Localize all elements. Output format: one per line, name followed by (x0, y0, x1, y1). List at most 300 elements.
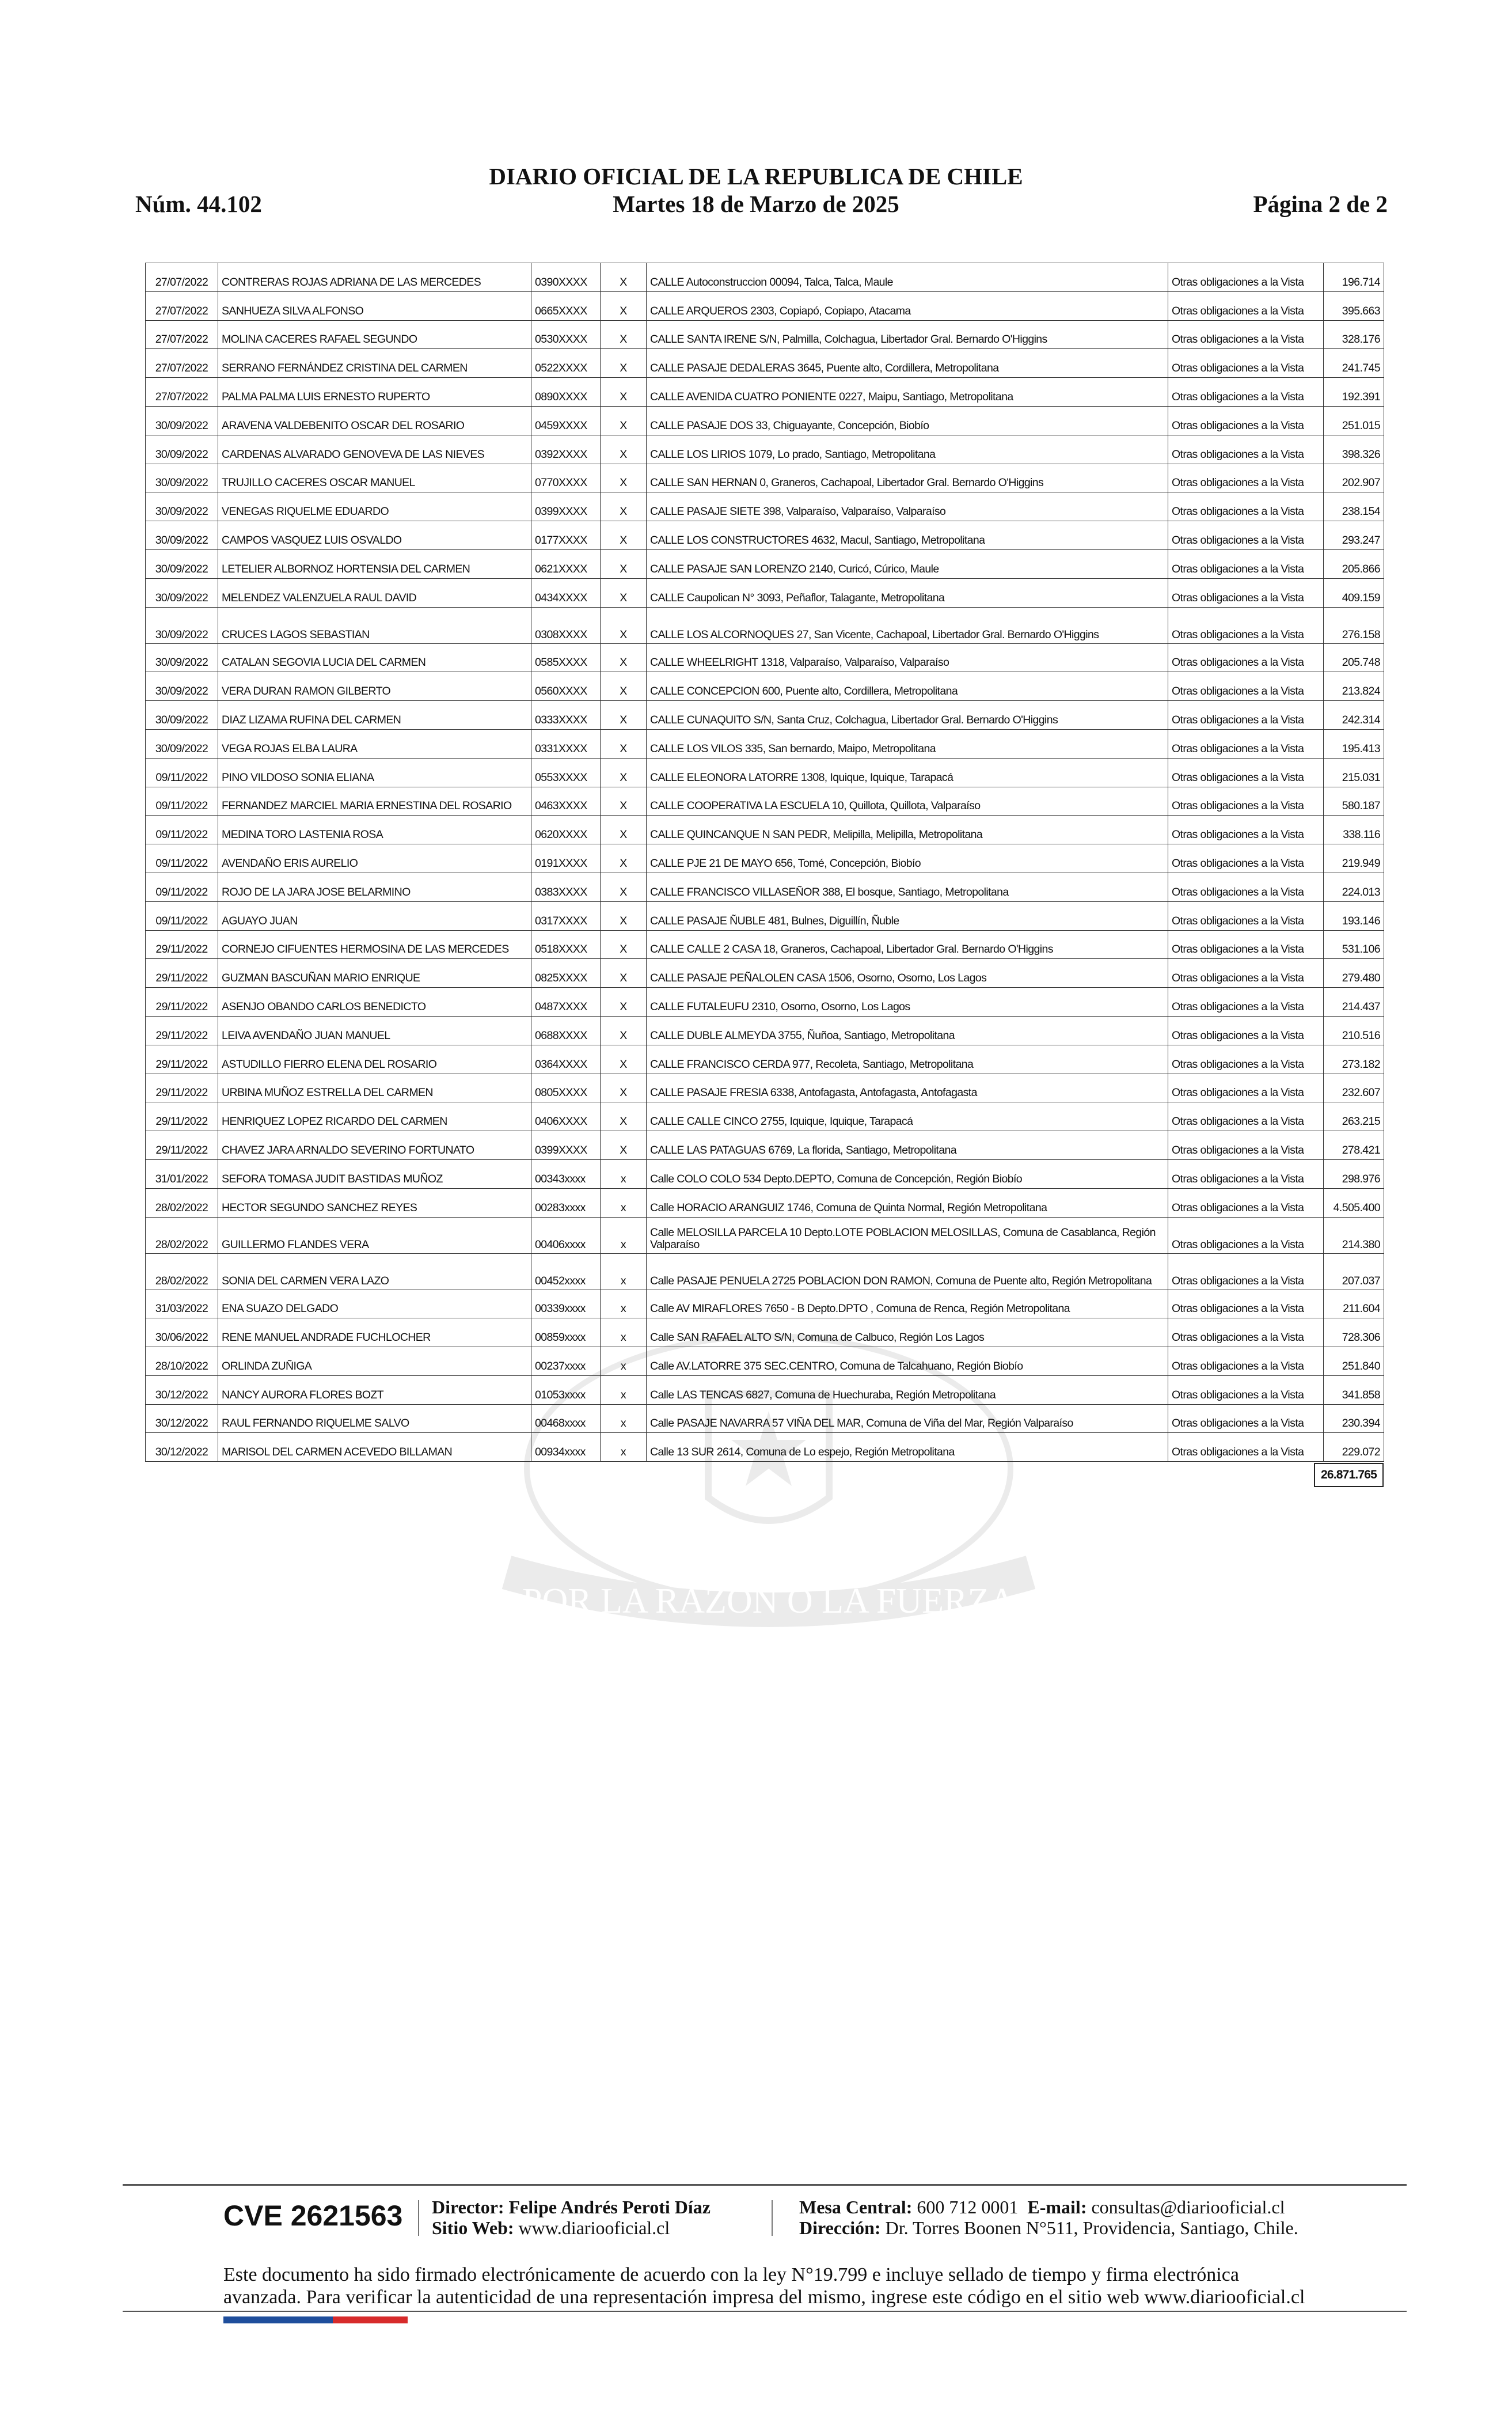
row-name: CATALAN SEGOVIA LUCIA DEL CARMEN (218, 643, 531, 672)
row-amount: 251.015 (1324, 406, 1384, 435)
row-id: 0331XXXX (531, 729, 601, 758)
row-name: CONTRERAS ROJAS ADRIANA DE LAS MERCEDES (218, 263, 531, 292)
row-amount: 192.391 (1324, 378, 1384, 407)
row-date: 29/11/2022 (146, 1102, 218, 1131)
row-address: CALLE CALLE CINCO 2755, Iquique, Iquique, Tarapacá (647, 1102, 1168, 1131)
row-type: Otras obligaciones a la Vista (1168, 1290, 1324, 1318)
row-name: GUILLERMO FLANDES VERA (218, 1217, 531, 1253)
row-id: 00339xxxx (531, 1290, 601, 1318)
contact-block (799, 2197, 1298, 2238)
row-amount: 196.714 (1324, 263, 1384, 292)
row-date: 09/11/2022 (146, 844, 218, 873)
flag-stripe-blue (223, 2316, 333, 2323)
row-amount: 251.840 (1324, 1347, 1384, 1376)
table-row (146, 1217, 1384, 1253)
row-type: Otras obligaciones a la Vista (1168, 549, 1324, 578)
row-type: Otras obligaciones a la Vista (1168, 988, 1324, 1017)
table-row (146, 521, 1384, 550)
row-name: ASTUDILLO FIERRO ELENA DEL ROSARIO (218, 1045, 531, 1074)
row-date: 27/07/2022 (146, 320, 218, 349)
row-amount: 409.159 (1324, 578, 1384, 607)
row-id: 0553XXXX (531, 758, 601, 787)
row-id: 0317XXXX (531, 901, 601, 930)
row-name: CARDENAS ALVARADO GENOVEVA DE LAS NIEVES (218, 435, 531, 464)
director-label: Director: (432, 2197, 504, 2217)
row-amount: 219.949 (1324, 844, 1384, 873)
row-amount: 395.663 (1324, 291, 1384, 320)
row-address: CALLE LOS ALCORNOQUES 27, San Vicente, Cachapoal, Libertador Gral. Bernardo O'Higgins (647, 607, 1168, 643)
row-date: 29/11/2022 (146, 930, 218, 959)
row-type: Otras obligaciones a la Vista (1168, 263, 1324, 292)
row-address: CALLE LOS VILOS 335, San bernardo, Maipo, Metropolitana (647, 729, 1168, 758)
table-row (146, 320, 1384, 349)
table-row (146, 1102, 1384, 1131)
flag-stripe-red (333, 2316, 408, 2323)
row-id: 00406xxxx (531, 1217, 601, 1253)
row-id: 0333XXXX (531, 701, 601, 730)
row-amount: 341.858 (1324, 1375, 1384, 1404)
table-row (146, 816, 1384, 844)
row-mark: x (601, 1188, 647, 1217)
row-type: Otras obligaciones a la Vista (1168, 1433, 1324, 1462)
table-row (146, 435, 1384, 464)
row-amount: 273.182 (1324, 1045, 1384, 1074)
row-date: 30/09/2022 (146, 701, 218, 730)
row-name: HECTOR SEGUNDO SANCHEZ REYES (218, 1188, 531, 1217)
row-name: ENA SUAZO DELGADO (218, 1290, 531, 1318)
row-address: CALLE QUINCANQUE N SAN PEDR, Melipilla, Melipilla, Metropolitana (647, 816, 1168, 844)
row-date: 09/11/2022 (146, 787, 218, 816)
row-type: Otras obligaciones a la Vista (1168, 930, 1324, 959)
row-type: Otras obligaciones a la Vista (1168, 464, 1324, 492)
row-mark: X (601, 959, 647, 988)
row-date: 30/09/2022 (146, 607, 218, 643)
email-label: E-mail: (1027, 2197, 1087, 2217)
row-date: 30/09/2022 (146, 549, 218, 578)
row-name: SANHUEZA SILVA ALFONSO (218, 291, 531, 320)
row-date: 28/02/2022 (146, 1188, 218, 1217)
row-mark: X (601, 930, 647, 959)
table-row (146, 378, 1384, 407)
row-id: 0459XXXX (531, 406, 601, 435)
row-amount: 215.031 (1324, 758, 1384, 787)
row-amount: 210.516 (1324, 1016, 1384, 1045)
row-amount: 213.824 (1324, 672, 1384, 701)
row-id: 0463XXXX (531, 787, 601, 816)
row-id: 00859xxxx (531, 1318, 601, 1347)
page-header (0, 0, 1512, 230)
row-name: CORNEJO CIFUENTES HERMOSINA DE LAS MERCEDES (218, 930, 531, 959)
table-row (146, 464, 1384, 492)
row-id: 00452xxxx (531, 1253, 601, 1290)
row-type: Otras obligaciones a la Vista (1168, 873, 1324, 901)
table-row (146, 1074, 1384, 1102)
row-name: CHAVEZ JARA ARNALDO SEVERINO FORTUNATO (218, 1131, 531, 1160)
row-mark: X (601, 263, 647, 292)
row-address: CALLE FRANCISCO CERDA 977, Recoleta, Santiago, Metropolitana (647, 1045, 1168, 1074)
table-row (146, 1318, 1384, 1347)
row-id: 00468xxxx (531, 1404, 601, 1433)
row-date: 27/07/2022 (146, 378, 218, 407)
row-date: 29/11/2022 (146, 988, 218, 1017)
row-mark: X (601, 1074, 647, 1102)
row-name: AVENDAÑO ERIS AURELIO (218, 844, 531, 873)
row-address: CALLE CALLE 2 CASA 18, Graneros, Cachapoal, Libertador Gral. Bernardo O'Higgins (647, 930, 1168, 959)
row-id: 0406XXXX (531, 1102, 601, 1131)
row-name: SONIA DEL CARMEN VERA LAZO (218, 1253, 531, 1290)
row-amount: 328.176 (1324, 320, 1384, 349)
row-amount: 398.326 (1324, 435, 1384, 464)
row-name: VEGA ROJAS ELBA LAURA (218, 729, 531, 758)
row-mark: x (601, 1253, 647, 1290)
row-date: 09/11/2022 (146, 901, 218, 930)
row-name: PINO VILDOSO SONIA ELIANA (218, 758, 531, 787)
table-row (146, 787, 1384, 816)
row-id: 0399XXXX (531, 492, 601, 521)
row-type: Otras obligaciones a la Vista (1168, 1375, 1324, 1404)
row-type: Otras obligaciones a la Vista (1168, 492, 1324, 521)
table-row (146, 701, 1384, 730)
row-type: Otras obligaciones a la Vista (1168, 1074, 1324, 1102)
row-mark: X (601, 549, 647, 578)
row-id: 0392XXXX (531, 435, 601, 464)
row-name: RENE MANUEL ANDRADE FUCHLOCHER (218, 1318, 531, 1347)
row-name: VENEGAS RIQUELME EDUARDO (218, 492, 531, 521)
row-amount: 276.158 (1324, 607, 1384, 643)
table-row (146, 643, 1384, 672)
row-mark: x (601, 1433, 647, 1462)
row-name: ARAVENA VALDEBENITO OSCAR DEL ROSARIO (218, 406, 531, 435)
row-name: MELENDEZ VALENZUELA RAUL DAVID (218, 578, 531, 607)
row-id: 0560XXXX (531, 672, 601, 701)
row-date: 29/11/2022 (146, 959, 218, 988)
table-row (146, 1188, 1384, 1217)
row-amount: 224.013 (1324, 873, 1384, 901)
row-amount: 238.154 (1324, 492, 1384, 521)
row-mark: x (601, 1347, 647, 1376)
row-date: 31/03/2022 (146, 1290, 218, 1318)
row-name: HENRIQUEZ LOPEZ RICARDO DEL CARMEN (218, 1102, 531, 1131)
row-address: CALLE WHEELRIGHT 1318, Valparaíso, Valparaíso, Valparaíso (647, 643, 1168, 672)
row-type: Otras obligaciones a la Vista (1168, 406, 1324, 435)
row-amount: 229.072 (1324, 1433, 1384, 1462)
row-address: Calle PASAJE PENUELA 2725 POBLACION DON RAMON, Comuna de Puente alto, Región Metropolitana (647, 1253, 1168, 1290)
row-amount: 195.413 (1324, 729, 1384, 758)
row-address: Calle HORACIO ARANGUIZ 1746, Comuna de Quinta Normal, Región Metropolitana (647, 1188, 1168, 1217)
row-type: Otras obligaciones a la Vista (1168, 607, 1324, 643)
publication-date: Martes 18 de Marzo de 2025 (613, 191, 899, 217)
row-date: 09/11/2022 (146, 873, 218, 901)
row-type: Otras obligaciones a la Vista (1168, 1102, 1324, 1131)
row-mark: X (601, 291, 647, 320)
row-type: Otras obligaciones a la Vista (1168, 844, 1324, 873)
row-name: CAMPOS VASQUEZ LUIS OSVALDO (218, 521, 531, 550)
row-date: 09/11/2022 (146, 758, 218, 787)
director-name: Felipe Andrés Peroti Díaz (508, 2197, 711, 2217)
row-mark: X (601, 873, 647, 901)
row-amount: 207.037 (1324, 1253, 1384, 1290)
row-amount: 4.505.400 (1324, 1188, 1384, 1217)
row-id: 0805XXXX (531, 1074, 601, 1102)
row-amount: 205.748 (1324, 643, 1384, 672)
row-name: CRUCES LAGOS SEBASTIAN (218, 607, 531, 643)
row-address: CALLE FRANCISCO VILLASEÑOR 388, El bosque, Santiago, Metropolitana (647, 873, 1168, 901)
row-name: FERNANDEZ MARCIEL MARIA ERNESTINA DEL ROSARIO (218, 787, 531, 816)
row-name: DIAZ LIZAMA RUFINA DEL CARMEN (218, 701, 531, 730)
table-row (146, 930, 1384, 959)
row-id: 0308XXXX (531, 607, 601, 643)
row-id: 0177XXXX (531, 521, 601, 550)
row-name: ROJO DE LA JARA JOSE BELARMINO (218, 873, 531, 901)
row-address: CALLE ELEONORA LATORRE 1308, Iquique, Iquique, Tarapacá (647, 758, 1168, 787)
row-id: 0487XXXX (531, 988, 601, 1017)
row-name: AGUAYO JUAN (218, 901, 531, 930)
row-id: 0390XXXX (531, 263, 601, 292)
row-address: Calle SAN RAFAEL ALTO S/N, Comuna de Calbuco, Región Los Lagos (647, 1318, 1168, 1347)
row-id: 00934xxxx (531, 1433, 601, 1462)
row-address: CALLE PASAJE SAN LORENZO 2140, Curicó, Cúrico, Maule (647, 549, 1168, 578)
row-amount: 580.187 (1324, 787, 1384, 816)
row-address: Calle COLO COLO 534 Depto.DEPTO, Comuna de Concepción, Región Biobío (647, 1159, 1168, 1188)
row-mark: X (601, 578, 647, 607)
row-id: 0434XXXX (531, 578, 601, 607)
row-mark: X (601, 988, 647, 1017)
row-date: 30/09/2022 (146, 492, 218, 521)
row-amount: 728.306 (1324, 1318, 1384, 1347)
row-name: PALMA PALMA LUIS ERNESTO RUPERTO (218, 378, 531, 407)
row-type: Otras obligaciones a la Vista (1168, 1253, 1324, 1290)
row-date: 30/09/2022 (146, 406, 218, 435)
row-type: Otras obligaciones a la Vista (1168, 578, 1324, 607)
row-mark: x (601, 1404, 647, 1433)
row-address: CALLE ARQUEROS 2303, Copiapó, Copiapo, Atacama (647, 291, 1168, 320)
row-address: CALLE PASAJE ÑUBLE 481, Bulnes, Diguillín, Ñuble (647, 901, 1168, 930)
address-label: Dirección: (799, 2217, 881, 2238)
row-type: Otras obligaciones a la Vista (1168, 816, 1324, 844)
row-address: Calle AV MIRAFLORES 7650 - B Depto.DPTO , Comuna de Renca, Región Metropolitana (647, 1290, 1168, 1318)
row-date: 30/09/2022 (146, 464, 218, 492)
row-amount: 232.607 (1324, 1074, 1384, 1102)
row-date: 27/07/2022 (146, 291, 218, 320)
row-mark: X (601, 1131, 647, 1160)
row-id: 0770XXXX (531, 464, 601, 492)
row-address: CALLE CUNAQUITO S/N, Santa Cruz, Colchagua, Libertador Gral. Bernardo O'Higgins (647, 701, 1168, 730)
row-date: 29/11/2022 (146, 1074, 218, 1102)
row-date: 30/09/2022 (146, 729, 218, 758)
table-row (146, 1131, 1384, 1160)
row-name: GUZMAN BASCUÑAN MARIO ENRIQUE (218, 959, 531, 988)
row-mark: X (601, 464, 647, 492)
table-row (146, 672, 1384, 701)
row-amount: 211.604 (1324, 1290, 1384, 1318)
row-type: Otras obligaciones a la Vista (1168, 1404, 1324, 1433)
row-amount: 242.314 (1324, 701, 1384, 730)
row-date: 30/06/2022 (146, 1318, 218, 1347)
row-type: Otras obligaciones a la Vista (1168, 1045, 1324, 1074)
row-address: Calle 13 SUR 2614, Comuna de Lo espejo, Región Metropolitana (647, 1433, 1168, 1462)
mesa-label: Mesa Central: (799, 2197, 913, 2217)
row-amount: 531.106 (1324, 930, 1384, 959)
row-address: CALLE LOS LIRIOS 1079, Lo prado, Santiago, Metropolitana (647, 435, 1168, 464)
row-name: MEDINA TORO LASTENIA ROSA (218, 816, 531, 844)
row-name: SERRANO FERNÁNDEZ CRISTINA DEL CARMEN (218, 349, 531, 378)
deposits-table (145, 263, 1384, 1462)
row-amount: 298.976 (1324, 1159, 1384, 1188)
total-amount: 26.871.765 (1314, 1463, 1384, 1487)
row-type: Otras obligaciones a la Vista (1168, 291, 1324, 320)
table-row (146, 1375, 1384, 1404)
row-address: CALLE PASAJE DEDALERAS 3645, Puente alto, Cordillera, Metropolitana (647, 349, 1168, 378)
row-type: Otras obligaciones a la Vista (1168, 1188, 1324, 1217)
table-row (146, 1159, 1384, 1188)
row-date: 30/12/2022 (146, 1375, 218, 1404)
row-type: Otras obligaciones a la Vista (1168, 729, 1324, 758)
row-address: CALLE FUTALEUFU 2310, Osorno, Osorno, Los Lagos (647, 988, 1168, 1017)
row-mark: X (601, 607, 647, 643)
email-link[interactable]: consultas@diariooficial.cl (1091, 2197, 1285, 2217)
row-type: Otras obligaciones a la Vista (1168, 1318, 1324, 1347)
table-row (146, 844, 1384, 873)
mesa-phone: 600 712 0001 (917, 2197, 1019, 2217)
table-row (146, 349, 1384, 378)
row-mark: x (601, 1375, 647, 1404)
row-address: CALLE COOPERATIVA LA ESCUELA 10, Quillota, Quillota, Valparaíso (647, 787, 1168, 816)
table-row (146, 291, 1384, 320)
footer-top-rule (123, 2184, 1407, 2186)
table-row (146, 549, 1384, 578)
row-address: Calle LAS TENCAS 6827, Comuna de Huechuraba, Región Metropolitana (647, 1375, 1168, 1404)
row-address: CALLE CONCEPCION 600, Puente alto, Cordillera, Metropolitana (647, 672, 1168, 701)
row-type: Otras obligaciones a la Vista (1168, 349, 1324, 378)
row-id: 0890XXXX (531, 378, 601, 407)
row-mark: X (601, 406, 647, 435)
row-mark: X (601, 844, 647, 873)
table-row (146, 1253, 1384, 1290)
row-date: 31/01/2022 (146, 1159, 218, 1188)
row-type: Otras obligaciones a la Vista (1168, 787, 1324, 816)
table-row (146, 758, 1384, 787)
row-name: LETELIER ALBORNOZ HORTENSIA DEL CARMEN (218, 549, 531, 578)
row-mark: x (601, 1159, 647, 1188)
row-id: 0825XXXX (531, 959, 601, 988)
row-date: 29/11/2022 (146, 1045, 218, 1074)
row-type: Otras obligaciones a la Vista (1168, 959, 1324, 988)
row-name: LEIVA AVENDAÑO JUAN MANUEL (218, 1016, 531, 1045)
issue-number: Núm. 44.102 (135, 191, 262, 217)
site-link[interactable]: www.diariooficial.cl (518, 2217, 670, 2238)
publication-title: DIARIO OFICIAL DE LA REPUBLICA DE CHILE (489, 163, 1023, 189)
table-row (146, 901, 1384, 930)
table-row (146, 729, 1384, 758)
row-mark: X (601, 492, 647, 521)
row-name: MOLINA CACERES RAFAEL SEGUNDO (218, 320, 531, 349)
row-address: CALLE Caupolican N° 3093, Peñaflor, Talagante, Metropolitana (647, 578, 1168, 607)
row-amount: 338.116 (1324, 816, 1384, 844)
row-date: 28/10/2022 (146, 1347, 218, 1376)
row-date: 30/09/2022 (146, 643, 218, 672)
row-date: 30/12/2022 (146, 1404, 218, 1433)
row-id: 0585XXXX (531, 643, 601, 672)
row-address: CALLE LOS CONSTRUCTORES 4632, Macul, Santiago, Metropolitana (647, 521, 1168, 550)
row-amount: 241.745 (1324, 349, 1384, 378)
row-mark: x (601, 1217, 647, 1253)
row-address: CALLE PASAJE PEÑALOLEN CASA 1506, Osorno, Osorno, Los Lagos (647, 959, 1168, 988)
row-date: 29/11/2022 (146, 1016, 218, 1045)
row-type: Otras obligaciones a la Vista (1168, 672, 1324, 701)
row-type: Otras obligaciones a la Vista (1168, 1217, 1324, 1253)
row-type: Otras obligaciones a la Vista (1168, 378, 1324, 407)
footer-bottom-rule (123, 2311, 1407, 2312)
site-label: Sitio Web: (432, 2217, 514, 2238)
table-row (146, 988, 1384, 1017)
row-name: ORLINDA ZUÑIGA (218, 1347, 531, 1376)
row-type: Otras obligaciones a la Vista (1168, 643, 1324, 672)
director-block (432, 2197, 711, 2238)
row-id: 0191XXXX (531, 844, 601, 873)
row-mark: X (601, 729, 647, 758)
row-type: Otras obligaciones a la Vista (1168, 521, 1324, 550)
row-id: 0620XXXX (531, 816, 601, 844)
row-id: 0364XXXX (531, 1045, 601, 1074)
table-row (146, 1290, 1384, 1318)
row-amount: 278.421 (1324, 1131, 1384, 1160)
table-row (146, 578, 1384, 607)
row-address: CALLE PASAJE SIETE 398, Valparaíso, Valparaíso, Valparaíso (647, 492, 1168, 521)
row-type: Otras obligaciones a la Vista (1168, 1347, 1324, 1376)
table-row (146, 1433, 1384, 1462)
row-date: 29/11/2022 (146, 1131, 218, 1160)
row-mark: X (601, 701, 647, 730)
row-type: Otras obligaciones a la Vista (1168, 1016, 1324, 1045)
table-row (146, 1347, 1384, 1376)
row-type: Otras obligaciones a la Vista (1168, 435, 1324, 464)
row-id: 0518XXXX (531, 930, 601, 959)
row-id: 0530XXXX (531, 320, 601, 349)
row-date: 30/09/2022 (146, 521, 218, 550)
row-address: CALLE Autoconstruccion 00094, Talca, Talca, Maule (647, 263, 1168, 292)
row-id: 00237xxxx (531, 1347, 601, 1376)
footer-separator (772, 2200, 773, 2236)
table-row (146, 607, 1384, 643)
row-address: CALLE SAN HERNAN 0, Graneros, Cachapoal, Libertador Gral. Bernardo O'Higgins (647, 464, 1168, 492)
row-address: CALLE LAS PATAGUAS 6769, La florida, Santiago, Metropolitana (647, 1131, 1168, 1160)
row-amount: 279.480 (1324, 959, 1384, 988)
row-address: Calle AV.LATORRE 375 SEC.CENTRO, Comuna de Talcahuano, Región Biobío (647, 1347, 1168, 1376)
row-date: 30/12/2022 (146, 1433, 218, 1462)
row-type: Otras obligaciones a la Vista (1168, 758, 1324, 787)
table-row (146, 873, 1384, 901)
row-mark: X (601, 1102, 647, 1131)
row-date: 28/02/2022 (146, 1217, 218, 1253)
row-date: 27/07/2022 (146, 263, 218, 292)
table-row (146, 1045, 1384, 1074)
row-amount: 202.907 (1324, 464, 1384, 492)
row-date: 27/07/2022 (146, 349, 218, 378)
row-type: Otras obligaciones a la Vista (1168, 1159, 1324, 1188)
row-name: NANCY AURORA FLORES BOZT (218, 1375, 531, 1404)
row-amount: 293.247 (1324, 521, 1384, 550)
row-amount: 205.866 (1324, 549, 1384, 578)
row-type: Otras obligaciones a la Vista (1168, 1131, 1324, 1160)
table-row (146, 406, 1384, 435)
row-name: SEFORA TOMASA JUDIT BASTIDAS MUÑOZ (218, 1159, 531, 1188)
row-id: 0665XXXX (531, 291, 601, 320)
row-id: 00343xxxx (531, 1159, 601, 1188)
row-name: URBINA MUÑOZ ESTRELLA DEL CARMEN (218, 1074, 531, 1102)
row-id: 01053xxxx (531, 1375, 601, 1404)
row-amount: 230.394 (1324, 1404, 1384, 1433)
row-address: CALLE DUBLE ALMEYDA 3755, Ñuñoa, Santiago, Metropolitana (647, 1016, 1168, 1045)
